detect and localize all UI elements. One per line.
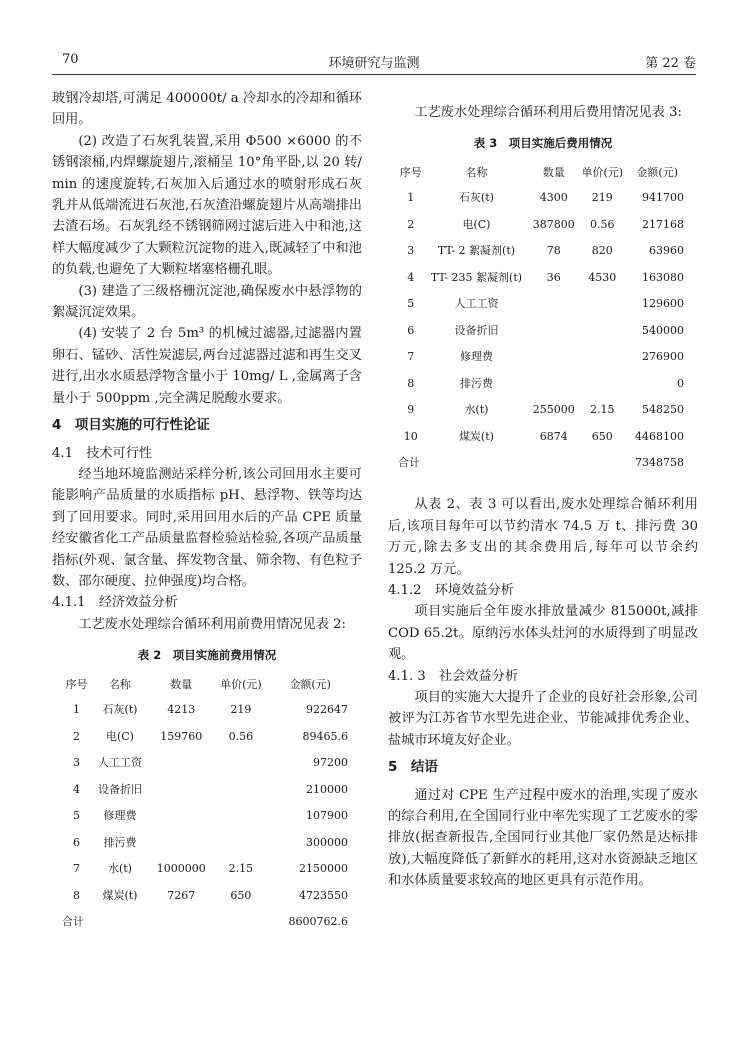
table-header-cell: 数量: [542, 166, 565, 180]
table-row: [62, 803, 352, 830]
right-column: [388, 88, 698, 892]
table-cell: 2: [72, 729, 80, 743]
table-cell: 210000: [306, 782, 348, 796]
table-cell: 煤炭(t): [458, 429, 494, 443]
table-cell: 941700: [642, 191, 684, 205]
table-cell: 4300: [539, 191, 568, 205]
table-row: [62, 723, 352, 750]
table-cell: 人工工资: [97, 756, 142, 770]
table-3: [398, 161, 688, 477]
table-cell: 6: [407, 323, 415, 337]
table-cell: 排污费: [103, 835, 137, 849]
page-number: 70: [62, 52, 79, 67]
table-cell: TT- 235 絮凝剂(t): [430, 270, 523, 284]
table-3-title: 表 3 项目实施后费用情况: [473, 136, 613, 151]
table-header-cell: 名称: [108, 677, 131, 691]
paragraph-lime-device: (2) 改造了石灰乳装置,采用 Φ500 ×6000 的不锈钢滚桶,内焊螺旋翅片,滚桶呈 10°角平卧,以 20 转/ min 的速度旋转,石灰加入后通过水的喷射形成石灰乳并从低端流进石灰池,石灰渣沿螺旋翅片从高端排出去渣石场。石灰乳经不锈钢筛网过滤后进入中和池,这样大幅度减少了大颗粒沉淀物的进入,既减轻了中和池的负载,也避免了大颗粒堵塞格栅孔眼。: [52, 133, 362, 278]
table-header-cell: 金额(元): [636, 166, 678, 180]
table-cell: 219: [591, 191, 613, 205]
table-row: [62, 829, 352, 856]
table-cell: 78: [546, 244, 561, 258]
table-header-cell: 单价(元): [581, 166, 624, 180]
table-cell: 4: [407, 270, 415, 284]
table-cell: 4468100: [635, 429, 684, 443]
table-cell: 8: [72, 888, 80, 902]
volume-number: 第 22 卷: [645, 56, 696, 71]
table-row: [62, 750, 352, 777]
table-total-value: 8600762.6: [288, 915, 348, 929]
table-cell: [529, 370, 578, 397]
table-cell: 163080: [642, 270, 684, 284]
table-total-row: [62, 909, 352, 936]
table-row: [398, 370, 688, 397]
table-cell: 1: [407, 191, 415, 205]
table-row: [398, 344, 688, 371]
table-header-cell: 单价(元): [220, 677, 262, 691]
table-cell: 电(C): [462, 217, 491, 231]
table-header-cell: 数量: [170, 677, 193, 691]
table-row: [398, 397, 688, 424]
table-cell: [578, 344, 626, 371]
table-cell: 水(t): [107, 862, 132, 876]
table-cell: 修理费: [459, 350, 493, 364]
table-row: [398, 264, 688, 291]
table-cell: 276900: [642, 350, 684, 364]
table-row: [62, 697, 352, 724]
table-cell: 7267: [167, 888, 196, 902]
table-header-cell: 序号: [65, 677, 88, 691]
table-cell: 设备折旧: [454, 323, 499, 337]
table-cell: 设备折旧: [97, 782, 142, 796]
table-cell: [214, 803, 269, 830]
table-cell: 255000: [532, 403, 575, 417]
table-cell: 4723550: [299, 888, 348, 902]
table-cell: [214, 829, 269, 856]
table-row: [398, 291, 688, 318]
table-cell: 修理费: [103, 809, 137, 823]
table-cell: [529, 317, 578, 344]
table-row: [398, 211, 688, 238]
table-row: [398, 185, 688, 212]
table-row: [62, 856, 352, 883]
table-header-cell: 名称: [465, 166, 488, 180]
table-cell: 9: [407, 403, 415, 417]
table-cell: 6874: [539, 429, 568, 443]
table-cell: [578, 291, 626, 318]
table-cell: 1000000: [156, 862, 206, 876]
table-cell: 2: [407, 217, 415, 231]
table-cell: 人工工资: [454, 297, 499, 311]
header-rule: [52, 74, 696, 75]
table-row: [62, 882, 352, 909]
table-row: [398, 238, 688, 265]
table-cell: [529, 344, 578, 371]
table-cell: 7: [72, 862, 80, 876]
paragraph-cooling-tower: 玻钢冷却塔,可满足 400000t/ a 冷却水的冷却和循环回用。: [52, 91, 362, 128]
subsection-heading-4-1-3: 4.1. 3 社会效益分析: [388, 668, 519, 684]
table-cell: [149, 750, 214, 777]
table-cell: 0.56: [590, 217, 615, 231]
table-cell: 1: [72, 703, 80, 717]
table-cell: [578, 317, 626, 344]
table-cell: 2150000: [299, 862, 348, 876]
paragraph-filter: (4) 安装了 2 台 5m³ 的机械过滤器,过滤器内置卵石、锰砂、活性炭滤层,两台过滤器过滤和再生交叉进行,出水水质悬浮物含量小于 10mg/ L ,金属离子含量小于 500ppm ,完全满足脱酸水要求。: [52, 326, 362, 406]
section-heading-5: 5 结语: [388, 759, 438, 776]
table-cell: 387800: [532, 217, 575, 231]
table-cell: 217168: [642, 217, 684, 231]
table-cell: [214, 750, 269, 777]
subsection-heading-4-1-1: 4.1.1 经济效益分析: [52, 595, 178, 611]
table-cell: 电(C): [105, 729, 134, 743]
paragraph-env-benefit: 项目实施后全年废水排放量减少 815000t,减排 COD 65.2t。原纳污水体头灶河的水质得到了明显改观。: [388, 604, 698, 663]
table-cell: [578, 370, 626, 397]
paragraph-social-benefit: 项目的实施大大提升了企业的良好社会形象,公司被评为江苏省节水型先进企业、节能减排优秀企业、盐城市环境友好企业。: [388, 689, 698, 748]
table-cell: 3: [72, 756, 80, 770]
table-cell: 10: [403, 429, 418, 443]
table-cell: 63960: [649, 244, 684, 258]
table-cell: 650: [591, 429, 613, 443]
table-cell: 107900: [306, 809, 348, 823]
table-cell: 650: [230, 888, 252, 902]
table-cell: 89465.6: [302, 729, 348, 743]
table-cell: 0.56: [228, 729, 254, 743]
table-cell: 300000: [306, 835, 348, 849]
table-cell: 煤炭(t): [102, 888, 138, 902]
table-cell: [149, 803, 214, 830]
table-cell: 石灰(t): [458, 191, 494, 205]
paragraph-grid-tank: (3) 建造了三级格栅沉淀池,确保废水中悬浮物的絮凝沉淀效果。: [52, 283, 362, 321]
table-row: [398, 317, 688, 344]
table-cell: 820: [591, 244, 613, 258]
table-cell: 922647: [306, 703, 348, 717]
table-cell: [214, 776, 269, 803]
journal-title: 环境研究与监测: [328, 56, 420, 71]
page-header: [0, 0, 748, 80]
paragraph-conclusion: 通过对 CPE 生产过程中废水的治理,实现了废水的综合利用,在全国同行业中率先实现了工艺废水的零排放(据查新报告,全国同行业其他厂家仍然是达标排放),大幅度降低了新鲜水的耗用,这对水资源缺乏地区和水体质量要求较高的地区更具有示范作用。: [388, 787, 698, 889]
table-cell: 540000: [642, 323, 684, 337]
table-cell: 5: [407, 297, 415, 311]
table-cell: TT- 2 絮凝剂(t): [437, 244, 516, 258]
table-cell: 排污费: [459, 376, 493, 390]
table-total-label: 合计: [62, 915, 84, 929]
table-2-title: 表 2 项目实施前费用情况: [137, 648, 277, 663]
section-heading-4: 4 项目实施的可行性论证: [52, 417, 210, 434]
paragraph-cost-after: 工艺废水处理综合循环利用后费用情况见表 3:: [414, 105, 682, 120]
paragraph-savings: 从表 2、表 3 可以看出,废水处理综合循环利用后,该项目每年可以节约清水 74.5 万 t、排污费 30 万元,除去多支出的其余费用后,每年可以节余约 125.2 万元。: [388, 497, 698, 577]
table-total-row: [398, 450, 688, 477]
table-cell: 0: [677, 376, 684, 390]
table-2-header-row: [62, 673, 352, 697]
paragraph-tech-feasibility: 经当地环境监测站采样分析,该公司回用水主要可能影响产品质量的水质指标 pH、悬浮物、铁等均达到了回用要求。同时,采用回用水后的产品 CPE 质量经安徽省化工产品质量监督检验站检验,各项产品质量指标(外观、氯含量、挥发物含量、筛余物、有色粒子数、邵尔硬度、拉伸强度)均合格。: [52, 466, 362, 589]
table-cell: [529, 291, 578, 318]
left-column: [52, 88, 362, 935]
table-cell: 6: [72, 835, 80, 849]
subsection-heading-4-1-2: 4.1.2 环境效益分析: [388, 582, 514, 598]
table-header-cell: 金额(元): [289, 677, 331, 691]
table-cell: 129600: [642, 297, 684, 311]
table-cell: 8: [407, 376, 415, 390]
table-cell: 4: [72, 782, 80, 796]
table-cell: [149, 776, 214, 803]
table-cell: 548250: [642, 403, 684, 417]
table-total-label: 合计: [398, 456, 420, 470]
table-cell: 7: [407, 350, 415, 364]
subsection-heading-4-1: 4.1 技术可行性: [52, 445, 153, 461]
table-cell: 219: [230, 703, 252, 717]
table-cell: 97200: [313, 756, 348, 770]
table-cell: 4530: [588, 270, 617, 284]
table-cell: [149, 829, 214, 856]
table-cell: 水(t): [464, 403, 489, 417]
table-cell: 2.15: [590, 403, 615, 417]
table-cell: 36: [546, 270, 561, 284]
table-3-header-row: [398, 161, 688, 185]
table-header-cell: 序号: [399, 166, 422, 180]
table-cell: 2.15: [228, 862, 254, 876]
paragraph-cost-before: 工艺废水处理综合循环利用前费用情况见表 2:: [78, 616, 346, 632]
table-row: [62, 776, 352, 803]
table-cell: 石灰(t): [102, 703, 138, 717]
table-cell: 159760: [160, 729, 203, 743]
table-cell: 3: [407, 244, 415, 258]
table-total-value: 7348758: [635, 456, 684, 470]
table-cell: 4213: [167, 703, 196, 717]
table-cell: 5: [72, 809, 80, 823]
table-row: [398, 423, 688, 450]
table-2: [62, 673, 352, 936]
